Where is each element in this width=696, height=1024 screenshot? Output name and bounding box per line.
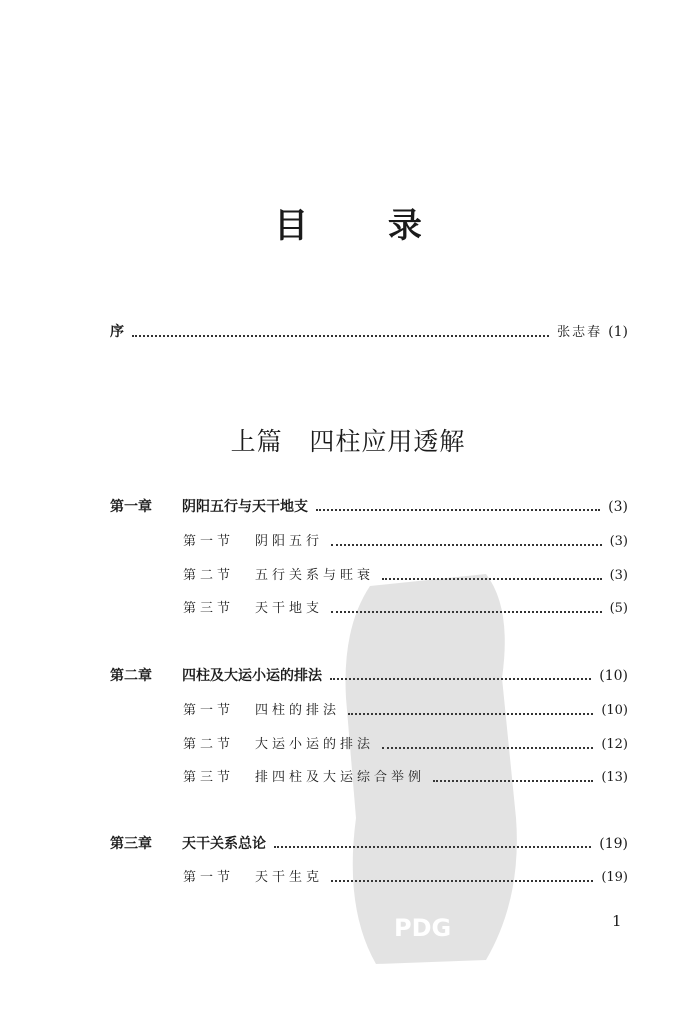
section-page: (3): [609, 568, 628, 583]
leader-dots: [433, 780, 593, 782]
leader-dots: [348, 713, 593, 715]
section-number: 第一节: [183, 534, 235, 549]
toc-section-row[interactable]: [183, 701, 628, 721]
section-number: 第二节: [183, 568, 235, 583]
section-number: 第三节: [183, 601, 235, 616]
preface-label: 序: [110, 324, 124, 340]
section-title: 排四柱及大运综合举例: [255, 770, 426, 785]
section-page: (3): [609, 534, 628, 549]
toc-section-row[interactable]: [183, 868, 628, 888]
section-title: 天干生克: [255, 870, 324, 885]
page-number: 1: [612, 912, 622, 930]
watermark-text: PDG: [394, 914, 452, 942]
toc-section-row[interactable]: [183, 768, 628, 788]
section-title: 大运小运的排法: [255, 737, 375, 752]
chapter-title: 四柱及大运小运的排法: [182, 668, 322, 684]
section-number: 第三节: [183, 770, 235, 785]
leader-dots: [382, 578, 602, 580]
preface-author: 张志春: [557, 325, 603, 340]
toc-chapter-row[interactable]: [110, 834, 628, 854]
toc-section-row[interactable]: [183, 532, 628, 552]
section-number: 第一节: [183, 703, 235, 718]
section-page: (12): [601, 737, 628, 752]
toc-section-row[interactable]: [183, 599, 628, 619]
toc-section-row[interactable]: [183, 735, 628, 755]
chapter-number: 第三章: [110, 836, 152, 852]
toc-chapter-row[interactable]: [110, 497, 628, 517]
section-title: 阴阳五行: [255, 534, 324, 549]
section-page: (19): [601, 870, 628, 885]
chapter-page: (10): [599, 668, 628, 684]
section-title: 四柱的排法: [255, 703, 341, 718]
preface-page: (1): [608, 324, 628, 340]
chapter-page: (3): [608, 499, 628, 515]
leader-dots: [382, 747, 593, 749]
leader-dots: [331, 880, 593, 882]
section-number: 第二节: [183, 737, 235, 752]
toc-chapter-row[interactable]: [110, 666, 628, 686]
section-number: 第一节: [183, 870, 235, 885]
section-page: (5): [609, 601, 628, 616]
leader-dots: [274, 846, 591, 848]
leader-dots: [132, 335, 549, 337]
section-title: 天干地支: [255, 601, 324, 616]
chapter-number: 第二章: [110, 668, 152, 684]
part-title: 上篇 四柱应用透解: [230, 427, 466, 456]
leader-dots: [331, 544, 602, 546]
leader-dots: [316, 509, 600, 511]
leader-dots: [330, 678, 591, 680]
toc-section-row[interactable]: [183, 566, 628, 586]
leader-dots: [331, 611, 602, 613]
section-page: (10): [601, 703, 628, 718]
chapter-page: (19): [599, 836, 628, 852]
chapter-title: 阴阳五行与天干地支: [182, 499, 308, 515]
chapter-number: 第一章: [110, 499, 152, 515]
section-title: 五行关系与旺衰: [255, 568, 375, 583]
page-title: 目 录: [274, 206, 456, 246]
section-page: (13): [601, 770, 628, 785]
toc-preface-row[interactable]: [110, 322, 628, 343]
chapter-title: 天干关系总论: [182, 836, 266, 852]
